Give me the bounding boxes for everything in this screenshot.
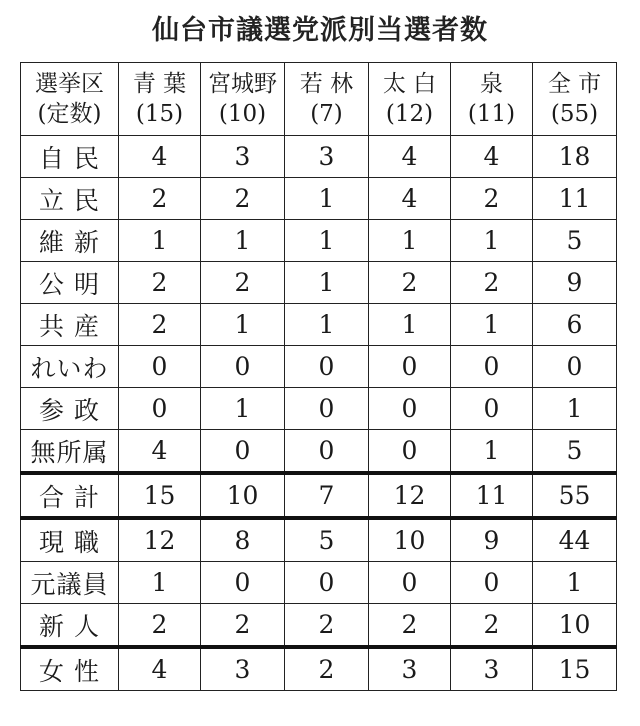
table-cell: 0 — [369, 430, 451, 474]
row-label: 参 政 — [21, 388, 119, 430]
table-cell: 1 — [285, 178, 369, 220]
table-cell: 0 — [201, 346, 285, 388]
row-label: 無所属 — [21, 430, 119, 474]
table-cell: 0 — [285, 388, 369, 430]
column-header-izumi — [451, 63, 533, 136]
table-row — [21, 178, 617, 220]
table-cell: 1 — [533, 388, 617, 430]
row-label: 公 明 — [21, 262, 119, 304]
table-cell: 4 — [369, 136, 451, 178]
table-cell: 11 — [451, 473, 533, 518]
column-header-aoba — [119, 63, 201, 136]
table-cell: 0 — [369, 388, 451, 430]
corner-header-line1: 選挙区 — [35, 71, 104, 97]
table-cell: 9 — [451, 518, 533, 562]
table-cell: 1 — [451, 220, 533, 262]
table-cell: 2 — [451, 604, 533, 648]
table-cell: 2 — [119, 178, 201, 220]
table-row — [21, 346, 617, 388]
table-title: 仙台市議選党派別当選者数 — [152, 15, 488, 46]
table-cell: 5 — [533, 430, 617, 474]
column-header-miyagino — [201, 63, 285, 136]
table-cell: 2 — [201, 604, 285, 648]
table-cell: 2 — [285, 604, 369, 648]
table-cell: 0 — [201, 430, 285, 474]
column-seats: (7) — [310, 101, 343, 127]
table-cell: 1 — [369, 220, 451, 262]
table-cell: 3 — [201, 136, 285, 178]
table-cell: 0 — [451, 562, 533, 604]
table-cell: 1 — [285, 220, 369, 262]
table-cell: 2 — [119, 304, 201, 346]
column-name: 青 葉 — [132, 71, 187, 97]
column-header-taihaku — [369, 63, 451, 136]
table-cell: 1 — [201, 304, 285, 346]
table-cell: 15 — [533, 647, 617, 691]
table-cell: 0 — [119, 388, 201, 430]
table-cell: 3 — [201, 647, 285, 691]
row-label: 元議員 — [21, 562, 119, 604]
table-cell: 0 — [119, 346, 201, 388]
table-cell: 4 — [369, 178, 451, 220]
table-row — [21, 647, 617, 691]
table-cell: 10 — [201, 473, 285, 518]
corner-header — [21, 63, 119, 136]
table-row — [21, 430, 617, 474]
column-seats: (15) — [135, 101, 184, 127]
column-name: 全 市 — [547, 71, 602, 97]
corner-header-line2: (定数) — [37, 101, 102, 127]
table-cell: 2 — [119, 262, 201, 304]
table-cell: 1 — [119, 562, 201, 604]
table-cell: 15 — [119, 473, 201, 518]
table-cell: 1 — [285, 262, 369, 304]
column-header-wakabayashi — [285, 63, 369, 136]
table-cell: 2 — [451, 262, 533, 304]
table-cell: 9 — [533, 262, 617, 304]
table-cell: 1 — [201, 220, 285, 262]
table-cell: 0 — [369, 346, 451, 388]
column-header-total — [533, 63, 617, 136]
column-seats: (55) — [550, 101, 599, 127]
table-cell: 2 — [119, 604, 201, 648]
table-cell: 1 — [369, 304, 451, 346]
column-seats: (12) — [385, 101, 434, 127]
table-cell: 8 — [201, 518, 285, 562]
row-label: 新 人 — [21, 604, 119, 648]
table-cell: 0 — [201, 562, 285, 604]
table-cell: 0 — [285, 346, 369, 388]
row-label: 共 産 — [21, 304, 119, 346]
row-label: 現 職 — [21, 518, 119, 562]
table-cell: 4 — [119, 647, 201, 691]
table-row — [21, 562, 617, 604]
table-cell: 7 — [285, 473, 369, 518]
table-cell: 4 — [119, 136, 201, 178]
election-results-table — [20, 62, 617, 691]
table-row — [21, 518, 617, 562]
row-label: 立 民 — [21, 178, 119, 220]
table-cell: 12 — [119, 518, 201, 562]
table-cell: 0 — [285, 562, 369, 604]
table-cell: 1 — [119, 220, 201, 262]
table-row — [21, 220, 617, 262]
table-cell: 2 — [285, 647, 369, 691]
table-cell: 0 — [533, 346, 617, 388]
table-cell: 5 — [533, 220, 617, 262]
header-row — [21, 63, 617, 136]
table-cell: 0 — [285, 430, 369, 474]
table-cell: 44 — [533, 518, 617, 562]
row-label: れいわ — [21, 346, 119, 388]
table-row — [21, 473, 617, 518]
row-label: 合 計 — [21, 473, 119, 518]
table-cell: 18 — [533, 136, 617, 178]
table-row — [21, 388, 617, 430]
table-cell: 3 — [451, 647, 533, 691]
row-label: 自 民 — [21, 136, 119, 178]
table-cell: 3 — [369, 647, 451, 691]
column-seats: (10) — [218, 101, 267, 127]
table-cell: 0 — [451, 346, 533, 388]
table-cell: 0 — [369, 562, 451, 604]
table-cell: 2 — [451, 178, 533, 220]
column-name: 太 白 — [382, 71, 437, 97]
row-label: 女 性 — [21, 647, 119, 691]
table-cell: 3 — [285, 136, 369, 178]
table-cell: 12 — [369, 473, 451, 518]
table-cell: 11 — [533, 178, 617, 220]
table-cell: 5 — [285, 518, 369, 562]
table-cell: 10 — [533, 604, 617, 648]
table-row — [21, 136, 617, 178]
table-body — [21, 136, 617, 691]
table-cell: 1 — [201, 388, 285, 430]
table-cell: 2 — [201, 262, 285, 304]
table-cell: 2 — [201, 178, 285, 220]
table-cell: 1 — [451, 304, 533, 346]
table-cell: 4 — [451, 136, 533, 178]
table-row — [21, 604, 617, 648]
table-cell: 2 — [369, 262, 451, 304]
table-cell: 0 — [451, 388, 533, 430]
row-label: 維 新 — [21, 220, 119, 262]
table-cell: 1 — [451, 430, 533, 474]
table-cell: 10 — [369, 518, 451, 562]
column-name: 泉 — [480, 71, 503, 97]
column-seats: (11) — [467, 101, 516, 127]
column-name: 若 林 — [299, 71, 354, 97]
table-cell: 2 — [369, 604, 451, 648]
table-cell: 4 — [119, 430, 201, 474]
table-cell: 55 — [533, 473, 617, 518]
table-cell: 6 — [533, 304, 617, 346]
column-name: 宮城野 — [208, 71, 277, 97]
table-row — [21, 262, 617, 304]
table-cell: 1 — [285, 304, 369, 346]
table-row — [21, 304, 617, 346]
table-cell: 1 — [533, 562, 617, 604]
